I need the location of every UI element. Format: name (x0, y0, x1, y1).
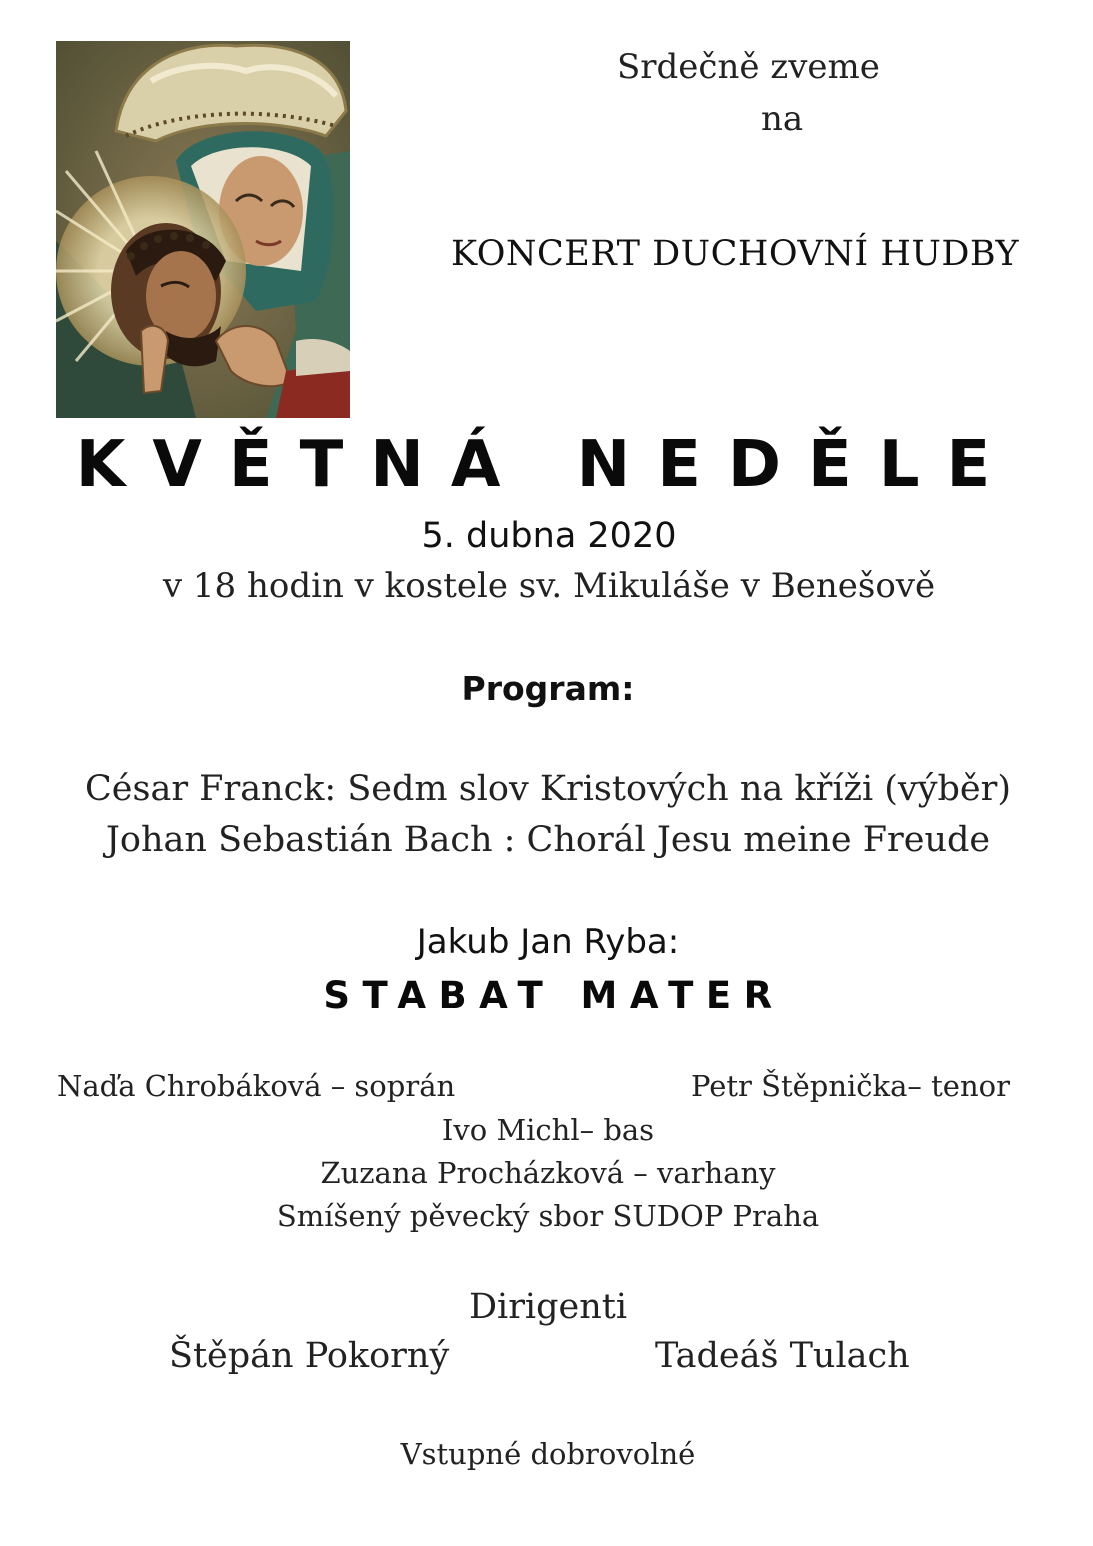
concert-title: KONCERT DUCHOVNÍ HUDBY (451, 234, 1020, 274)
pieta-painting (56, 41, 350, 418)
performer-soprano: Naďa Chrobáková – soprán (57, 1069, 456, 1103)
invitation-line-1: Srdečně zveme (617, 47, 880, 87)
performer-bass: Ivo Michl– bas (441, 1113, 655, 1147)
program-heading: Program: (461, 669, 635, 708)
event-time-place: v 18 hodin v kostele sv. Mikuláše v Benešově (162, 566, 936, 606)
performer-choir: Smíšený pěvecký sbor SUDOP Praha (276, 1199, 820, 1233)
performer-organ: Zuzana Procházková – varhany (320, 1156, 776, 1190)
performer-tenor: Petr Štěpnička– tenor (691, 1069, 1010, 1103)
pieta-icon (56, 41, 350, 418)
program-work-franck: César Franck: Sedm slov Kristových na kříži (výběr) (85, 769, 1011, 809)
event-date: 5. dubna 2020 (421, 516, 677, 556)
conductors-heading: Dirigenti (468, 1287, 628, 1327)
event-title: KVĚTNÁ NEDĚLE (75, 428, 1018, 502)
conductor-pokorny: Štěpán Pokorný (169, 1336, 450, 1376)
main-composer: Jakub Jan Ryba: (416, 922, 680, 962)
invitation-line-2: na (761, 99, 804, 139)
admission-note: Vstupné dobrovolné (400, 1437, 696, 1471)
conductor-tulach: Tadeáš Tulach (655, 1336, 910, 1376)
program-work-bach: Johan Sebastián Bach : Chorál Jesu meine Freude (105, 820, 991, 860)
main-work-title: STABAT MATER (323, 974, 785, 1017)
